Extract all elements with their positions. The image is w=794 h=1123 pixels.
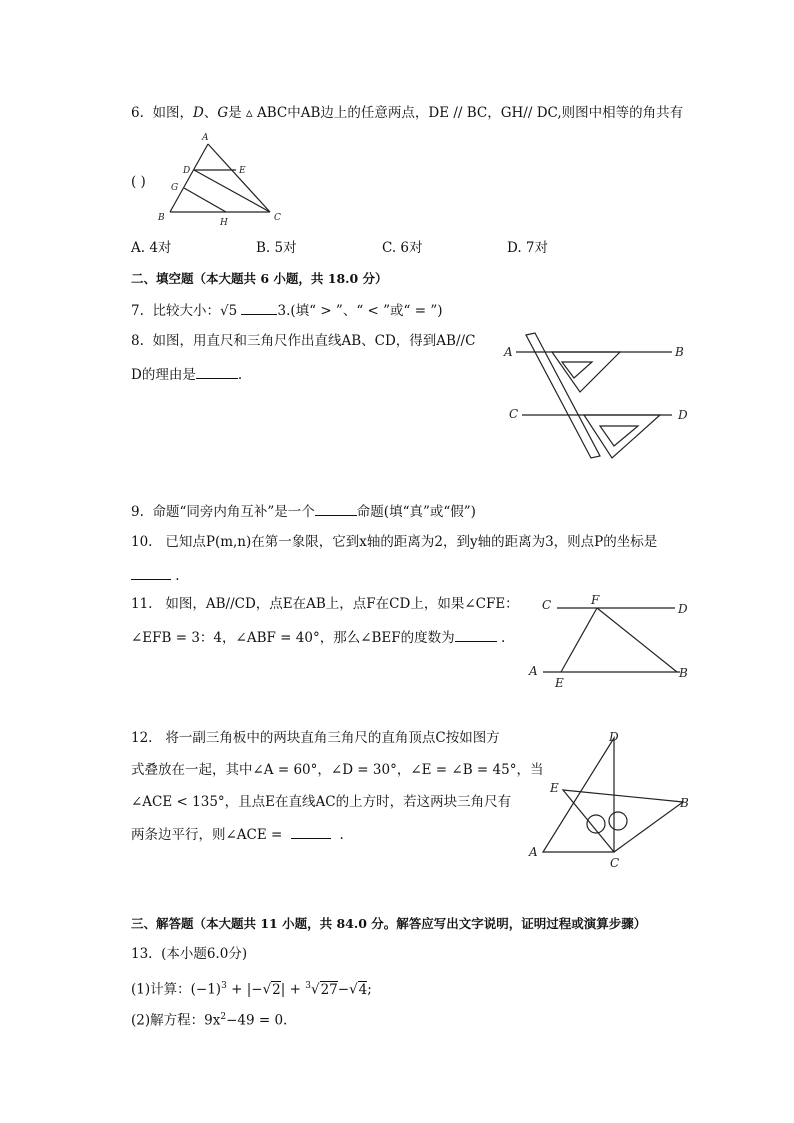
- q13-p1-exponent: 3: [221, 981, 227, 991]
- q13-p1-text-b: + |−: [226, 981, 263, 998]
- q13-p1-text-e: ;: [367, 981, 372, 998]
- q11-blank[interactable]: [455, 627, 497, 642]
- q13-p1-radicand-27: 27: [320, 981, 338, 998]
- label-d: D: [183, 166, 191, 176]
- q10-blank[interactable]: [131, 565, 171, 580]
- set-square-bottom: [584, 415, 660, 458]
- q6-option-c: C. 6对: [382, 240, 423, 256]
- q9-number: 9.: [131, 504, 144, 520]
- q13-p2-text-a: (2)解方程：9x: [131, 1012, 221, 1029]
- q9-text-a: 命题“同旁内角互补”是一个: [152, 504, 315, 520]
- q9-blank[interactable]: [315, 501, 357, 516]
- q12-period: .: [339, 827, 344, 843]
- q13-p2-exponent: 2: [220, 1012, 227, 1022]
- q12-blank[interactable]: [291, 824, 331, 839]
- q7-number: 7.: [131, 303, 144, 319]
- segment-fe: [561, 608, 597, 672]
- q13-part2: [131, 1008, 287, 1030]
- q7-line: [131, 300, 443, 320]
- q8-text-2: D的理由是: [131, 367, 196, 383]
- q13-p1-text-d: −: [337, 981, 350, 998]
- q13-p1-radicand-2: 2: [272, 981, 281, 998]
- label-d: D: [609, 730, 619, 744]
- label-e: E: [239, 166, 246, 176]
- q12-text-1: 将一副三角板中的两块直角三角尺的直角顶点C按如图方: [165, 730, 500, 746]
- q8-ruler-figure: [500, 330, 700, 465]
- side-ab: [170, 144, 208, 212]
- q8-blank[interactable]: [196, 364, 238, 379]
- triangle-ecb: [563, 790, 683, 852]
- label-e: E: [550, 781, 559, 795]
- q13-p1-text-c: | +: [280, 981, 306, 998]
- q13-heading: [131, 945, 247, 963]
- q12-line3: ∠ACE < 135°，且点E在直线AC的上方时，若这两块三角尺有: [131, 794, 512, 810]
- q12-line2: 式叠放在一起，其中∠A = 60°，∠D = 30°，∠E = ∠B = 45°，当: [131, 762, 544, 778]
- q13-part1: (1)计算：$(-1)^3 + |-√2| + ^3√27-√4$;: [131, 981, 372, 998]
- label-b: B: [679, 666, 688, 680]
- label-a: A: [504, 345, 513, 359]
- q6-line: [131, 104, 683, 122]
- label-c: C: [509, 407, 519, 421]
- q11-text-1: 如图，AB//CD，点E在AB上，点F在CD上，如果∠CFE：: [165, 596, 519, 612]
- q8-line1: [131, 332, 475, 350]
- q9-line: [131, 501, 476, 521]
- q6-var-d: D: [192, 105, 204, 121]
- label-b: B: [158, 213, 165, 223]
- label-a: A: [529, 845, 538, 859]
- q11-number: 11.: [131, 596, 153, 612]
- q8-number: 8.: [131, 333, 144, 349]
- q8-line2: [131, 364, 242, 384]
- label-c: C: [610, 856, 620, 870]
- q6-text-c: 是 ▵ ABC中AB边上的任意两点，DE // BC，GH// DC,则图中相等的角共有: [228, 105, 684, 121]
- q10-text-1: 已知点P(m,n)在第一象限，它到x轴的距离为2，到y轴的距离为3，则点P的坐标是: [165, 534, 658, 550]
- q12-text-4: 两条边平行，则∠ACE =: [131, 827, 283, 843]
- q10-line2: [131, 565, 180, 585]
- label-d: D: [678, 408, 688, 422]
- label-c: C: [274, 213, 281, 223]
- q7-text-a: 比较大小：: [152, 303, 220, 319]
- q12-number: 12.: [131, 730, 153, 746]
- label-g: G: [171, 183, 179, 193]
- q12-line1: [131, 729, 500, 747]
- label-f: F: [591, 593, 600, 607]
- q7-text-b: 3.(填“ > ”、“ < ”或“ = ”): [277, 303, 443, 319]
- q6-option-d: D. 7对: [507, 240, 549, 256]
- q13-p2-text-b: −49 = 0.: [226, 1012, 288, 1029]
- q13-number: 13.: [131, 946, 153, 962]
- set-square-top-hole: [562, 362, 592, 378]
- set-square-bottom-hole: [600, 426, 638, 446]
- right-angle-circle-2: [609, 812, 627, 830]
- q12-line4: [131, 824, 344, 844]
- label-a: A: [202, 133, 209, 143]
- q10-number: 10.: [131, 534, 153, 550]
- q8-text-1: 如图，用直尺和三角尺作出直线AB、CD，得到AB//C: [152, 333, 476, 349]
- segment-fb: [597, 608, 677, 672]
- q10-period: .: [175, 568, 180, 584]
- label-b: B: [680, 796, 689, 810]
- label-c: C: [542, 598, 552, 612]
- q7-blank[interactable]: [241, 300, 277, 315]
- side-ac: [208, 144, 270, 212]
- q6-option-a: A. 4对: [131, 240, 172, 256]
- q6-option-b: B. 5对: [256, 240, 297, 256]
- q12-set-squares-figure: [525, 728, 700, 868]
- q13-p1-text-a: (1)计算：(−1): [131, 981, 222, 998]
- segment-dc: [194, 170, 270, 212]
- section-2-heading: 二、填空题（本大题共 6 小题，共 18.0 分）: [131, 271, 388, 286]
- q11-period: .: [500, 630, 506, 646]
- segment-gh: [184, 188, 226, 212]
- q13-p1-radicand-4: 4: [358, 981, 368, 998]
- q7-sqrt: √5: [219, 303, 238, 319]
- label-a: A: [529, 664, 538, 678]
- set-square-top: [552, 352, 620, 392]
- q8-period: .: [237, 367, 243, 383]
- q11-parallel-figure: [525, 592, 700, 692]
- section-3-heading: 三、解答题（本大题共 11 小题，共 84.0 分。解答应写出文字说明，证明过程或演算步骤）: [131, 916, 647, 931]
- triangle-acd: [543, 738, 614, 852]
- q9-text-b: 命题(填“真”或“假”): [356, 504, 476, 520]
- q13-score: (本小题6.0分): [161, 946, 248, 962]
- q6-answer-paren: ( ): [131, 174, 146, 190]
- label-h: H: [220, 218, 228, 228]
- label-e: E: [555, 676, 564, 690]
- label-d: D: [678, 602, 688, 616]
- q6-var-g: G: [217, 105, 229, 121]
- q11-line2: [131, 627, 505, 647]
- q6-text-a: 如图，: [152, 105, 193, 121]
- q6-triangle-figure: [150, 130, 290, 230]
- q10-line1: [131, 533, 657, 551]
- q11-text-2: ∠EFB = 3：4，∠ABF = 40°，那么∠BEF的度数为: [131, 630, 455, 646]
- q11-line1: [131, 595, 519, 613]
- q6-text-b: 、: [203, 105, 218, 121]
- q6-number: 6.: [131, 105, 144, 121]
- label-b: B: [675, 345, 684, 359]
- q13-p1-root-index: 3: [305, 981, 311, 991]
